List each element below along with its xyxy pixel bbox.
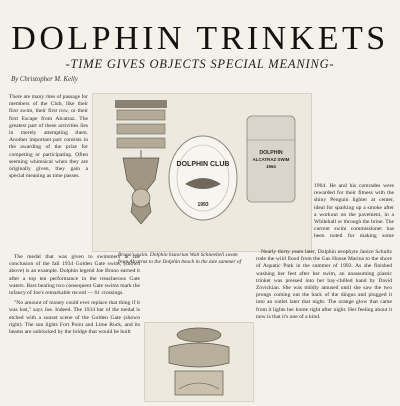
badge-year: 1993 [197,202,209,208]
lighter-line-1: DOLPHIN [259,150,283,156]
trinkets-photo [92,93,312,252]
trinkets-illustration [93,94,311,251]
body-column-right-bottom [256,249,392,400]
paragraph: There are many rites of passage for members of the Club, like their first swim, their first row, or their first Escape from Alcatraz. The greatest part of these activities lies in merely attempting them. Another important part consists in the awarding of the prize for competing or participating. Often seeming whimsical when they are originally given, they gain a special meaning as time passes. [9,94,88,180]
badge-label: DOLPHIN CLUB [176,161,230,168]
medal-image [115,100,167,224]
body-column-right-top [314,183,394,238]
byline: By Christopher M. Kelly [11,76,78,83]
paragraph: 1964. He and his comrades were rewarded for their fitness with the shiny Penguin lighter at center, ideal for sparking up a smoke after a workout on the pavement, in a Whitehall or through the brine. The current swim commissioner has been noted for making some [314,183,394,238]
paragraph: Nearly thirty years later, Dolphin neophyte Janice Schultz rode the wild flood from the Gas House Marina to the shore of Aquatic Park in the summer of 1993. As she finished washing her feet after her swim, an unassuming plastic trinket was pressed into her bay-chilled hand by David Zovickian. She was mildly amused until she saw the two prongs coming out the back of the dingus and plugged it into an outlet later that night. The orange glow that came from it lights her home right after night. Her feeling about it now is that it's one of a kind. [256,249,392,320]
medal-closeup-illustration [145,323,253,401]
body-column-left-bottom [9,254,140,400]
paragraph: "No amount of money could ever replace that thing if it was lost," says Joe. Indeed. The 1934 bar of the medal is etched with a sunset scene of the Golden Gate (shown right). The sun lights Fort Point and Lime Rock, and its beams are unblocked by the bridge that would be built [9,300,140,336]
badge-image [169,136,237,220]
medal-closeup-photo [144,322,254,402]
article-subtitle: -TIME GIVES OBJECTS SPECIAL MEANING- [65,57,335,71]
lighter-image [247,116,295,202]
paragraph: The medal that was given to swimmers at the conclusion of the fall 1934 Golden Gate swim, (shown above) is an example. Dolphin legend Joe Bruno earned it after a top ten performance in the treacherous Gate waters. Bars bearing two consequent Gate swims mark the infancy of Joe's remarkable record — 61 crossings. [9,254,140,297]
photo-caption: Bruno's swim. Dolphin historian Walt Schneebeli swam from Alcatraz to the Dolphin beach in the late summer of [118,252,242,265]
lighter-line-2: ALCATRAZ SWIM [252,157,290,162]
article-title: DOLPHIN TRINKETS [11,20,389,57]
body-column-left-top [9,94,88,248]
lighter-line-3: 1964 [266,164,276,169]
